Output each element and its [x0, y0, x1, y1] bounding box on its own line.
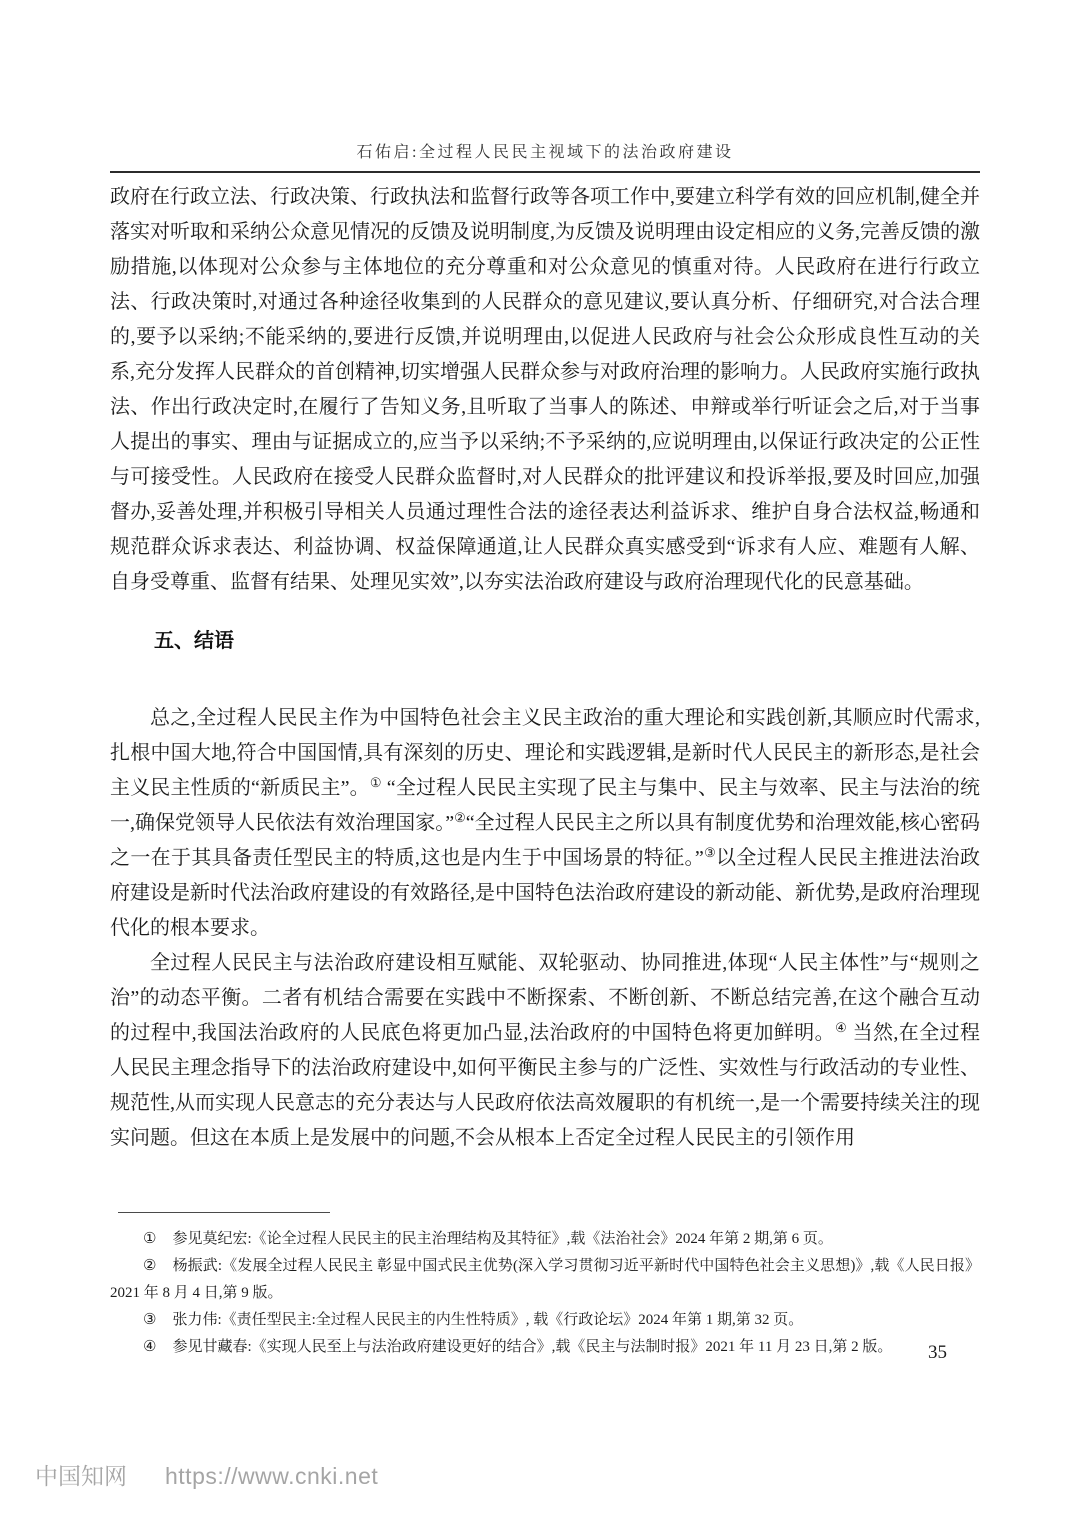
- footnote-marker: ④: [143, 1339, 157, 1355]
- footnote: [110, 1253, 980, 1307]
- footnote-separator-rule: [118, 1212, 330, 1213]
- footnote-marker: ②: [143, 1258, 157, 1274]
- footnote-marker: ③: [143, 1312, 157, 1328]
- watermark-site-url: https://www.cnki.net: [165, 1463, 379, 1489]
- watermark: [35, 1458, 378, 1491]
- footnote-text: 参见莫纪宏:《论全过程人民民主的民主治理结构及其特征》,载《法治社会》2024 年第 2 期,第 6 页。: [172, 1231, 833, 1247]
- footnote-text: 参见甘藏春:《实现人民至上与法治政府建设更好的结合》,载《民主与法制时报》2021 年 11 月 23 日,第 2 版。: [172, 1339, 893, 1355]
- paragraph: 政府在行政立法、行政决策、行政执法和监督行政等各项工作中,要建立科学有效的回应机制,健全并落实对听取和采纳公众意见情况的反馈及说明制度,为反馈及说明理由设定相应的义务,完善反馈的激励措施,以体现对公众参与主体地位的充分尊重和对公众意见的慎重对待。人民政府在进行行政立法、行政决策时,对通过各种途径收集到的人民群众的意见建议,要认真分析、仔细研究,对合法合理的,要予以采纳;不能采纳的,要进行反馈,并说明理由,以促进人民政府与社会公众形成良性互动的关系,充分发挥人民群众的首创精神,切实增强人民群众参与对政府治理的影响力。人民政府实施行政执法、作出行政决定时,在履行了告知义务,且听取了当事人的陈述、申辩或举行听证会之后,对于当事人提出的事实、理由与证据成立的,应当予以采纳;不予采纳的,应说明理由,以保证行政决定的公正性与可接受性。人民政府在接受人民群众监督时,对人民群众的批评建议和投诉举报,要及时回应,加强督办,妥善处理,并积极引导相关人员通过理性合法的途径表达利益诉求、维护自身合法权益,畅通和规范群众诉求表达、利益协调、权益保障通道,让人民群众真实感受到“诉求有人应、难题有人解、自身受尊重、监督有结果、处理见实效”,以夯实法治政府建设与政府治理现代化的民意基础。: [110, 186, 980, 593]
- article-body: [110, 180, 980, 1156]
- paragraph: 总之,全过程人民民主作为中国特色社会主义民主政治的重大理论和实践创新,其顺应时代需求,扎根中国大地,符合中国国情,具有深刻的历史、理论和实践逻辑,是新时代人民民主的新形态,是社会主义民主性质的“新质民主”。① “全过程人民民主实现了民主与集中、民主与效率、民主与法治的统一,确保党领导人民依法有效治理国家。”②“全过程人民民主之所以具有制度优势和治理效能,核心密码之一在于其具备责任型民主的特质,这也是内生于中国场景的特征。”③以全过程人民民主推进法治政府建设是新时代法治政府建设的有效路径,是中国特色法治政府建设的新动能、新优势,是政府治理现代化的根本要求。: [110, 707, 980, 939]
- section-heading: 五、结语: [154, 630, 234, 652]
- running-title: 石佑启:全过程人民民主视域下的法治政府建设: [356, 144, 734, 161]
- footnote: [110, 1334, 980, 1361]
- footnote-text: 杨振武:《发展全过程人民民主 彰显中国式民主优势(深入学习贯彻习近平新时代中国特色社会主义思想)》,载《人民日报》2021 年 8 月 4 日,第 9 版。: [110, 1258, 980, 1301]
- header-rule: [110, 171, 980, 173]
- footnote-marker: ①: [143, 1231, 157, 1247]
- paragraph: 全过程人民民主与法治政府建设相互赋能、双轮驱动、协同推进,体现“人民主体性”与“规则之治”的动态平衡。二者有机结合需要在实践中不断探索、不断创新、不断总结完善,在这个融合互动的过程中,我国法治政府的人民底色将更加凸显,法治政府的中国特色将更加鲜明。④ 当然,在全过程人民民主理念指导下的法治政府建设中,如何平衡民主参与的广泛性、实效性与行政活动的专业性、规范性,从而实现人民意志的充分表达与人民政府依法高效履职的有机统一,是一个需要持续关注的现实问题。但这在本质上是发展中的问题,不会从根本上否定全过程人民民主的引领作用: [110, 952, 981, 1149]
- watermark-site-name: 中国知网: [35, 1463, 127, 1489]
- footnote: [110, 1307, 980, 1334]
- footnotes-block: [110, 1212, 980, 1361]
- footnote: [110, 1226, 980, 1253]
- page-number: 35: [928, 1342, 947, 1363]
- footnote-text: 张力伟:《责任型民主:全过程人民民主的内生性特质》, 载《行政论坛》2024 年第 1 期,第 32 页。: [172, 1312, 804, 1328]
